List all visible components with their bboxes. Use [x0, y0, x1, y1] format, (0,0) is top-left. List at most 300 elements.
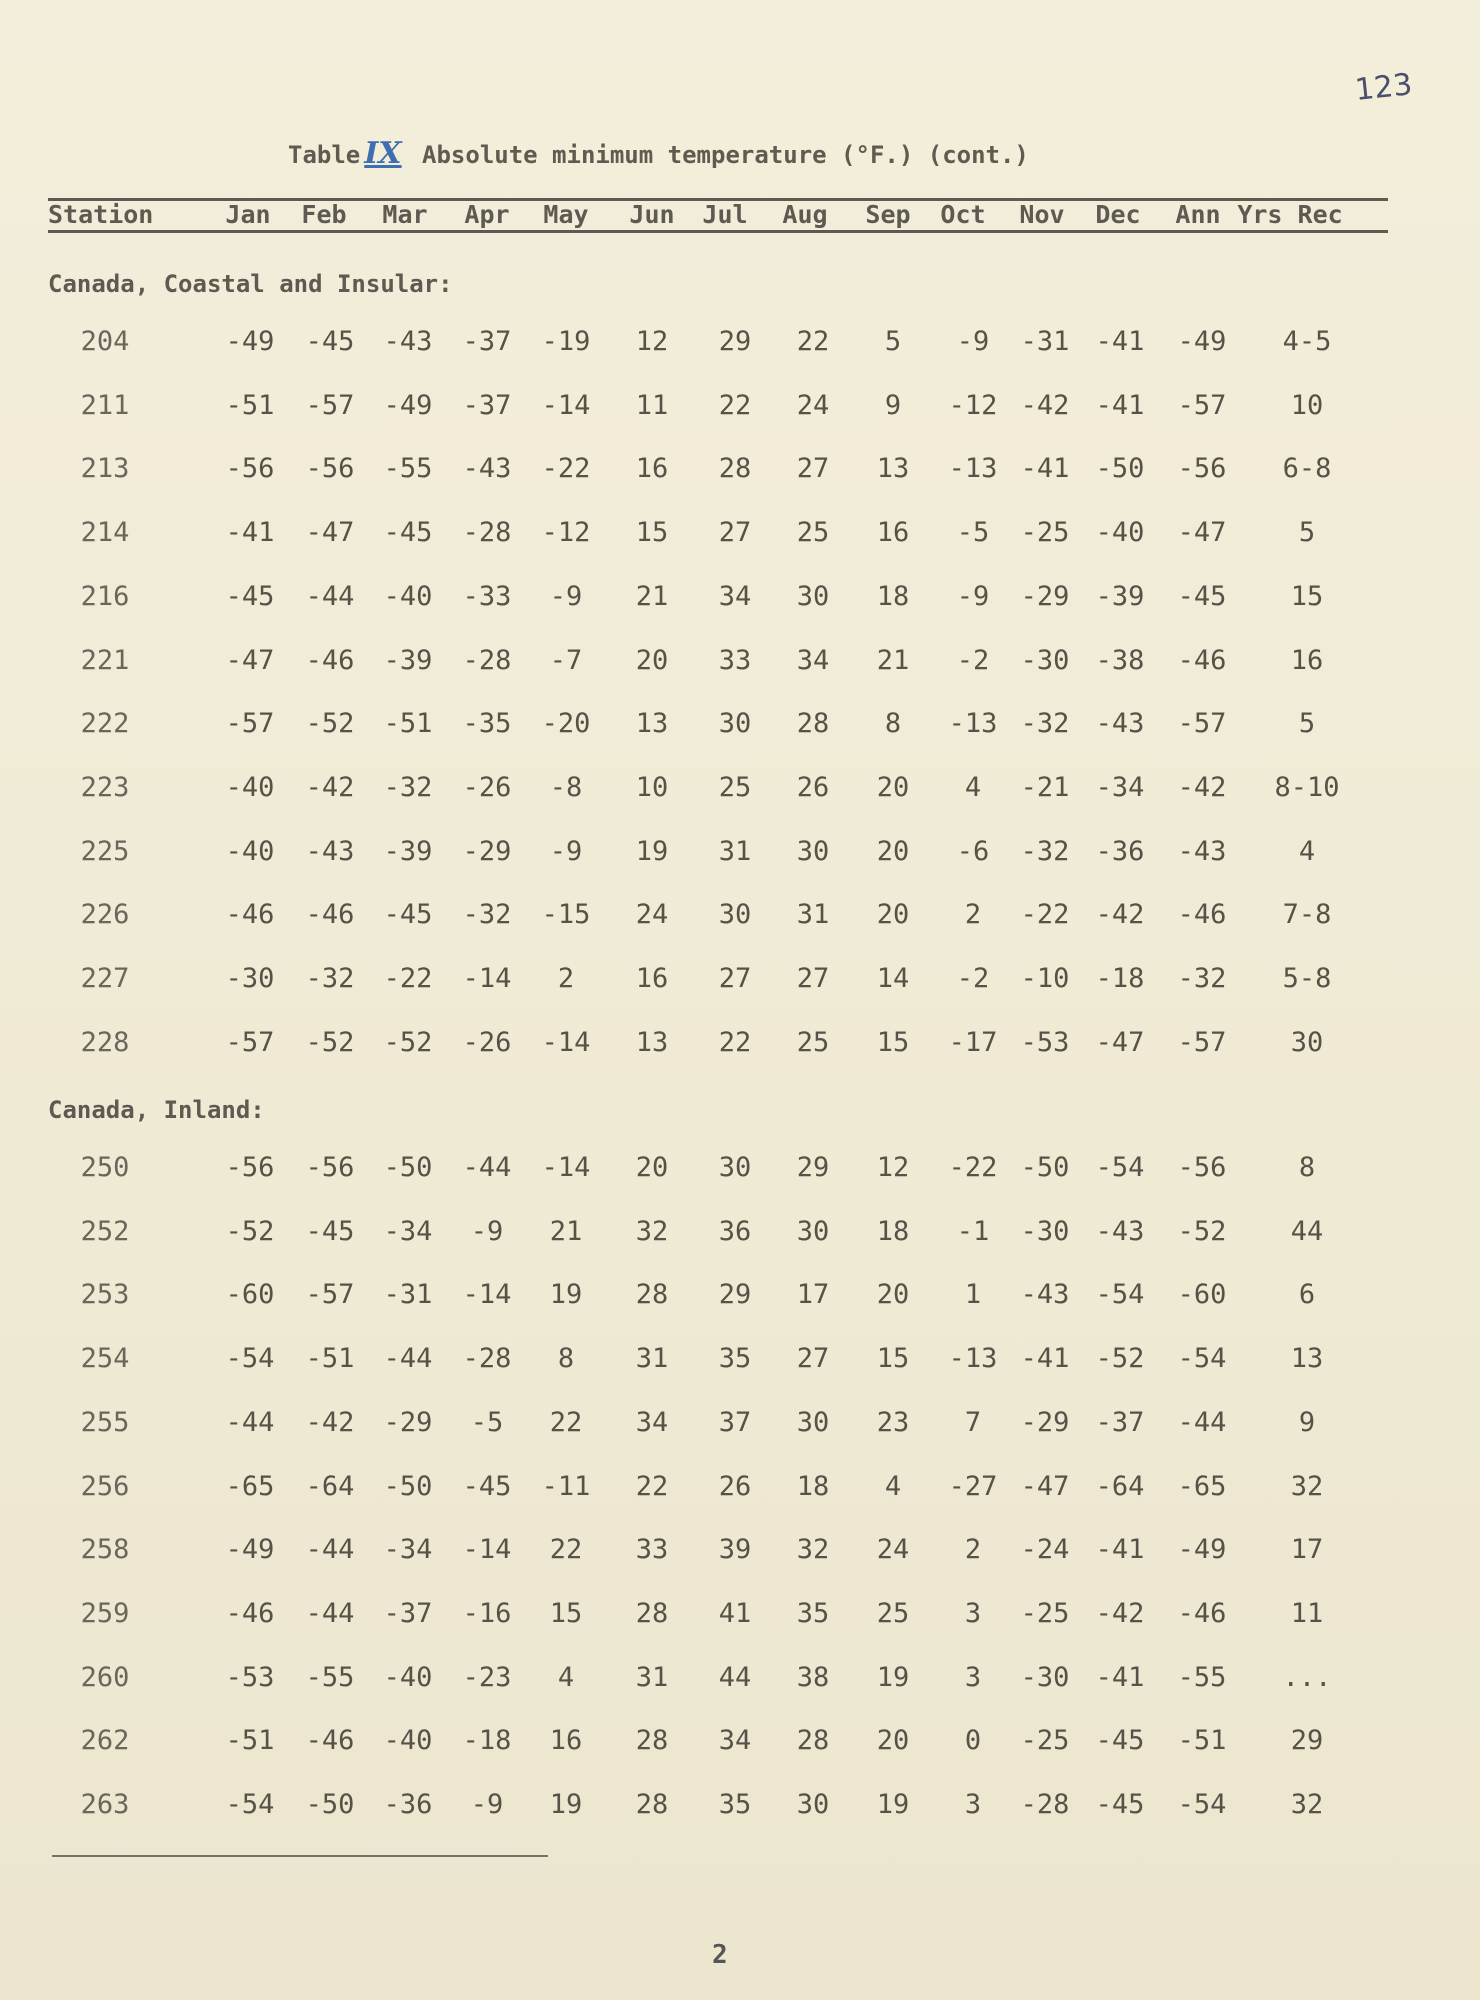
value-cell: -14	[462, 1279, 512, 1311]
value-cell: -43	[462, 453, 512, 485]
station-id-cell: 252	[80, 1215, 130, 1247]
value-cell: -14	[462, 963, 512, 994]
value-cell: -46	[305, 1725, 355, 1757]
value-cell: 22	[549, 1406, 583, 1438]
value-cell: 19	[549, 1789, 583, 1820]
value-cell: 16	[635, 453, 669, 485]
table-numeral: IX	[364, 136, 402, 171]
value-cell: -2	[956, 963, 990, 994]
value-cell: -45	[383, 517, 433, 549]
value-cell: -29	[1020, 1406, 1070, 1438]
station-id-cell: 259	[80, 1597, 130, 1629]
value-cell: -52	[1095, 1343, 1145, 1375]
table-row	[0, 325, 1480, 365]
value-cell: -50	[1095, 453, 1145, 485]
value-cell: -13	[948, 708, 998, 740]
value-cell: 28	[796, 708, 830, 740]
value-cell: -52	[383, 1026, 433, 1058]
handwritten-page-number: 123	[1353, 67, 1414, 108]
station-id-cell: 253	[80, 1279, 130, 1311]
value-cell: 25	[718, 771, 752, 803]
value-cell: -42	[1177, 771, 1227, 803]
value-cell: 24	[796, 389, 830, 421]
value-cell: 18	[796, 1470, 830, 1502]
value-cell: 31	[635, 1661, 669, 1693]
value-cell: -29	[383, 1406, 433, 1438]
value-cell: 22	[549, 1534, 583, 1566]
value-cell: -46	[1177, 644, 1227, 676]
value-cell: -11	[541, 1470, 591, 1502]
value-cell: 33	[635, 1534, 669, 1566]
value-cell: 30	[796, 835, 830, 867]
value-cell: -55	[383, 453, 433, 485]
table-row	[0, 1661, 1480, 1701]
station-id-cell: 255	[80, 1406, 130, 1438]
value-cell: 35	[718, 1789, 752, 1820]
value-cell: 29	[1290, 1725, 1324, 1757]
value-cell: -31	[383, 1279, 433, 1311]
value-cell: 20	[876, 899, 910, 931]
table-row	[0, 644, 1480, 684]
value-cell: -30	[225, 963, 275, 994]
value-cell: -29	[1020, 580, 1070, 612]
value-cell: 26	[718, 1470, 752, 1502]
value-cell: 15	[549, 1597, 583, 1629]
column-header-dec: Dec	[1095, 200, 1141, 229]
value-cell: -30	[1020, 1661, 1070, 1693]
value-cell: 11	[1290, 1597, 1324, 1629]
value-cell: 4	[964, 771, 982, 803]
value-cell: -22	[383, 963, 433, 994]
value-cell: -43	[1095, 708, 1145, 740]
value-cell: 25	[796, 1026, 830, 1058]
value-cell: 15	[635, 517, 669, 549]
value-cell: 2	[557, 963, 575, 994]
value-cell: -32	[305, 963, 355, 994]
value-cell: 8-10	[1274, 771, 1340, 803]
value-cell: 20	[635, 1152, 669, 1183]
value-cell: -28	[462, 1343, 512, 1375]
value-cell: 13	[876, 453, 910, 485]
table-row	[0, 1215, 1480, 1255]
column-header-yrs-rec: Yrs Rec	[1237, 200, 1343, 229]
value-cell: -14	[462, 1534, 512, 1566]
value-cell: 30	[796, 1789, 830, 1820]
table-row	[0, 452, 1480, 492]
value-cell: -52	[225, 1215, 275, 1247]
value-cell: 39	[718, 1534, 752, 1566]
table-row	[0, 1278, 1480, 1318]
value-cell: -29	[462, 835, 512, 867]
value-cell: 29	[718, 1279, 752, 1311]
station-id-cell: 260	[80, 1661, 130, 1693]
value-cell: -40	[225, 835, 275, 867]
value-cell: -42	[1020, 389, 1070, 421]
value-cell: -54	[225, 1789, 275, 1820]
column-header-mar: Mar	[382, 200, 428, 229]
value-cell: 29	[796, 1152, 830, 1183]
value-cell: -37	[1095, 1406, 1145, 1438]
value-cell: -2	[956, 644, 990, 676]
value-cell: -46	[305, 899, 355, 931]
value-cell: 22	[796, 326, 830, 357]
value-cell: -43	[1095, 1215, 1145, 1247]
value-cell: -45	[305, 1215, 355, 1247]
value-cell: 20	[876, 1725, 910, 1757]
value-cell: -37	[462, 326, 512, 357]
value-cell: -14	[541, 389, 591, 421]
table-row	[0, 1026, 1480, 1066]
value-cell: 8	[1298, 1152, 1316, 1183]
value-cell: -26	[462, 771, 512, 803]
column-header-jan: Jan	[225, 200, 271, 229]
value-cell: 29	[718, 326, 752, 357]
value-cell: -5	[956, 517, 990, 549]
value-cell: -45	[1095, 1789, 1145, 1820]
station-id-cell: 258	[80, 1534, 130, 1566]
value-cell: -30	[1020, 1215, 1070, 1247]
value-cell: -25	[1020, 1725, 1070, 1757]
value-cell: 30	[718, 1152, 752, 1183]
section-title: Canada, Coastal and Insular:	[48, 270, 453, 298]
value-cell: 5	[1298, 708, 1316, 740]
value-cell: -34	[1095, 771, 1145, 803]
value-cell: -21	[1020, 771, 1070, 803]
value-cell: 18	[876, 1215, 910, 1247]
value-cell: 28	[796, 1725, 830, 1757]
value-cell: -12	[948, 389, 998, 421]
value-cell: -28	[1020, 1789, 1070, 1820]
value-cell: -44	[305, 580, 355, 612]
value-cell: 10	[1290, 389, 1324, 421]
value-cell: 1	[964, 1279, 982, 1311]
value-cell: -47	[1177, 517, 1227, 549]
column-header-jul: Jul	[702, 200, 748, 229]
value-cell: -52	[1177, 1215, 1227, 1247]
value-cell: -46	[225, 1597, 275, 1629]
value-cell: 32	[1290, 1789, 1324, 1820]
title-text: Absolute minimum temperature (°F.) (cont.)	[422, 141, 1029, 169]
value-cell: 21	[635, 580, 669, 612]
value-cell: 15	[1290, 580, 1324, 612]
value-cell: -57	[305, 389, 355, 421]
value-cell: -60	[1177, 1279, 1227, 1311]
value-cell: 3	[964, 1597, 982, 1629]
value-cell: -64	[305, 1470, 355, 1502]
table-header-row	[0, 198, 1480, 232]
value-cell: -56	[1177, 453, 1227, 485]
value-cell: -5	[470, 1406, 504, 1438]
value-cell: -28	[462, 644, 512, 676]
value-cell: -53	[1020, 1026, 1070, 1058]
value-cell: 2	[964, 899, 982, 931]
value-cell: 11	[635, 389, 669, 421]
value-cell: -25	[1020, 1597, 1070, 1629]
value-cell: -26	[462, 1026, 512, 1058]
value-cell: 19	[876, 1661, 910, 1693]
table-row	[0, 898, 1480, 938]
station-id-cell: 216	[80, 580, 130, 612]
value-cell: 34	[796, 644, 830, 676]
value-cell: 8	[557, 1343, 575, 1375]
value-cell: 34	[635, 1406, 669, 1438]
value-cell: -15	[541, 899, 591, 931]
value-cell: -32	[1177, 963, 1227, 994]
value-cell: 30	[796, 1215, 830, 1247]
column-header-station: Station	[48, 200, 154, 229]
table-row	[0, 835, 1480, 875]
value-cell: 9	[884, 389, 902, 421]
value-cell: -42	[305, 771, 355, 803]
station-id-cell: 225	[80, 835, 130, 867]
value-cell: 27	[796, 453, 830, 485]
table-row	[0, 1406, 1480, 1446]
value-cell: -42	[1095, 1597, 1145, 1629]
value-cell: -14	[541, 1152, 591, 1183]
value-cell: 5-8	[1282, 963, 1332, 994]
value-cell: 16	[635, 963, 669, 994]
value-cell: -20	[541, 708, 591, 740]
value-cell: -56	[1177, 1152, 1227, 1183]
value-cell: -49	[225, 326, 275, 357]
value-cell: 14	[876, 963, 910, 994]
value-cell: -24	[1020, 1534, 1070, 1566]
value-cell: 34	[718, 580, 752, 612]
value-cell: -49	[1177, 326, 1227, 357]
value-cell: -60	[225, 1279, 275, 1311]
value-cell: -44	[225, 1406, 275, 1438]
station-id-cell: 228	[80, 1026, 130, 1058]
value-cell: -33	[462, 580, 512, 612]
value-cell: -40	[1095, 517, 1145, 549]
value-cell: 16	[876, 517, 910, 549]
value-cell: -51	[1177, 1725, 1227, 1757]
value-cell: -8	[549, 771, 583, 803]
value-cell: -57	[225, 708, 275, 740]
value-cell: -10	[1020, 963, 1070, 994]
value-cell: 25	[876, 1597, 910, 1629]
value-cell: -36	[1095, 835, 1145, 867]
value-cell: 20	[876, 835, 910, 867]
table-row	[0, 771, 1480, 811]
value-cell: -39	[383, 835, 433, 867]
value-cell: -44	[462, 1152, 512, 1183]
value-cell: -9	[956, 580, 990, 612]
value-cell: -9	[470, 1215, 504, 1247]
value-cell: -57	[1177, 1026, 1227, 1058]
value-cell: -43	[383, 326, 433, 357]
value-cell: 13	[635, 708, 669, 740]
value-cell: -45	[462, 1470, 512, 1502]
value-cell: 16	[549, 1725, 583, 1757]
value-cell: 7-8	[1282, 899, 1332, 931]
column-header-ann: Ann	[1175, 200, 1221, 229]
station-id-cell: 254	[80, 1343, 130, 1375]
value-cell: 13	[1290, 1343, 1324, 1375]
value-cell: 6-8	[1282, 453, 1332, 485]
value-cell: -41	[1095, 1661, 1145, 1693]
station-id-cell: 204	[80, 326, 130, 357]
value-cell: -40	[383, 1661, 433, 1693]
title-prefix: Table	[288, 141, 361, 169]
value-cell: -41	[1020, 1343, 1070, 1375]
value-cell: 22	[635, 1470, 669, 1502]
value-cell: 30	[796, 580, 830, 612]
value-cell: -43	[1020, 1279, 1070, 1311]
column-header-oct: Oct	[940, 200, 986, 229]
table-row	[0, 1724, 1480, 1764]
value-cell: -40	[225, 771, 275, 803]
value-cell: -37	[462, 389, 512, 421]
value-cell: 35	[796, 1597, 830, 1629]
value-cell: -22	[541, 453, 591, 485]
value-cell: -22	[948, 1152, 998, 1183]
value-cell: -35	[462, 708, 512, 740]
value-cell: -56	[225, 453, 275, 485]
value-cell: -36	[383, 1789, 433, 1820]
station-id-cell: 227	[80, 963, 130, 994]
value-cell: -65	[1177, 1470, 1227, 1502]
value-cell: -45	[225, 580, 275, 612]
value-cell: -1	[956, 1215, 990, 1247]
value-cell: -51	[305, 1343, 355, 1375]
value-cell: 20	[876, 1279, 910, 1311]
value-cell: 30	[1290, 1026, 1324, 1058]
value-cell: -51	[225, 1725, 275, 1757]
table-title	[288, 136, 1029, 171]
value-cell: -46	[305, 644, 355, 676]
value-cell: 20	[635, 644, 669, 676]
value-cell: -46	[225, 899, 275, 931]
value-cell: 3	[964, 1789, 982, 1820]
column-header-apr: Apr	[464, 200, 510, 229]
value-cell: -49	[383, 389, 433, 421]
value-cell: -54	[1095, 1279, 1145, 1311]
value-cell: -17	[948, 1026, 998, 1058]
value-cell: 15	[876, 1343, 910, 1375]
value-cell: -22	[1020, 899, 1070, 931]
column-header-sep: Sep	[865, 200, 911, 229]
value-cell: 32	[1290, 1470, 1324, 1502]
value-cell: 27	[718, 963, 752, 994]
value-cell: -41	[225, 517, 275, 549]
value-cell: 30	[718, 708, 752, 740]
value-cell: -43	[1177, 835, 1227, 867]
value-cell: 31	[718, 835, 752, 867]
value-cell: -57	[225, 1026, 275, 1058]
value-cell: -9	[470, 1789, 504, 1820]
value-cell: -32	[462, 899, 512, 931]
value-cell: 19	[876, 1789, 910, 1820]
station-id-cell: 262	[80, 1725, 130, 1757]
value-cell: 37	[718, 1406, 752, 1438]
value-cell: -52	[305, 1026, 355, 1058]
value-cell: -9	[549, 835, 583, 867]
value-cell: -47	[305, 517, 355, 549]
value-cell: -31	[1020, 326, 1070, 357]
value-cell: 41	[718, 1597, 752, 1629]
value-cell: -13	[948, 1343, 998, 1375]
column-header-feb: Feb	[301, 200, 347, 229]
value-cell: 9	[1298, 1406, 1316, 1438]
value-cell: -51	[383, 708, 433, 740]
table-row	[0, 1342, 1480, 1382]
value-cell: -54	[1177, 1789, 1227, 1820]
value-cell: -30	[1020, 644, 1070, 676]
value-cell: 21	[876, 644, 910, 676]
value-cell: 32	[796, 1534, 830, 1566]
value-cell: -32	[1020, 835, 1070, 867]
value-cell: -40	[383, 1725, 433, 1757]
value-cell: ...	[1282, 1661, 1332, 1693]
value-cell: 23	[876, 1406, 910, 1438]
value-cell: -39	[1095, 580, 1145, 612]
value-cell: -39	[383, 644, 433, 676]
station-id-cell: 256	[80, 1470, 130, 1502]
value-cell: 28	[635, 1279, 669, 1311]
value-cell: -57	[305, 1279, 355, 1311]
value-cell: -27	[948, 1470, 998, 1502]
value-cell: -7	[549, 644, 583, 676]
value-cell: -44	[305, 1597, 355, 1629]
value-cell: -57	[1177, 389, 1227, 421]
value-cell: 30	[718, 899, 752, 931]
value-cell: -49	[1177, 1534, 1227, 1566]
value-cell: -34	[383, 1215, 433, 1247]
value-cell: 3	[964, 1661, 982, 1693]
value-cell: -55	[1177, 1661, 1227, 1693]
value-cell: 24	[635, 899, 669, 931]
table-row	[0, 516, 1480, 556]
value-cell: -37	[383, 1597, 433, 1629]
value-cell: 31	[635, 1343, 669, 1375]
value-cell: 28	[635, 1725, 669, 1757]
value-cell: 30	[796, 1406, 830, 1438]
value-cell: 28	[718, 453, 752, 485]
value-cell: 25	[796, 517, 830, 549]
value-cell: 44	[1290, 1215, 1324, 1247]
value-cell: -44	[305, 1534, 355, 1566]
value-cell: 2	[964, 1534, 982, 1566]
value-cell: 17	[1290, 1534, 1324, 1566]
value-cell: 6	[1298, 1279, 1316, 1311]
value-cell: 27	[796, 963, 830, 994]
value-cell: -51	[225, 389, 275, 421]
value-cell: 27	[718, 517, 752, 549]
value-cell: 18	[876, 580, 910, 612]
value-cell: -19	[541, 326, 591, 357]
value-cell: 7	[964, 1406, 982, 1438]
station-id-cell: 211	[80, 389, 130, 421]
value-cell: -50	[1020, 1152, 1070, 1183]
table-row	[0, 962, 1480, 1002]
value-cell: -55	[305, 1661, 355, 1693]
station-id-cell: 221	[80, 644, 130, 676]
value-cell: -50	[383, 1470, 433, 1502]
value-cell: -46	[1177, 899, 1227, 931]
value-cell: 26	[796, 771, 830, 803]
value-cell: 22	[718, 389, 752, 421]
table-row	[0, 1788, 1480, 1828]
value-cell: -56	[225, 1152, 275, 1183]
value-cell: 21	[549, 1215, 583, 1247]
column-header-aug: Aug	[782, 200, 828, 229]
station-id-cell: 263	[80, 1789, 130, 1820]
value-cell: 38	[796, 1661, 830, 1693]
column-header-nov: Nov	[1019, 200, 1065, 229]
value-cell: 17	[796, 1279, 830, 1311]
value-cell: 31	[796, 899, 830, 931]
